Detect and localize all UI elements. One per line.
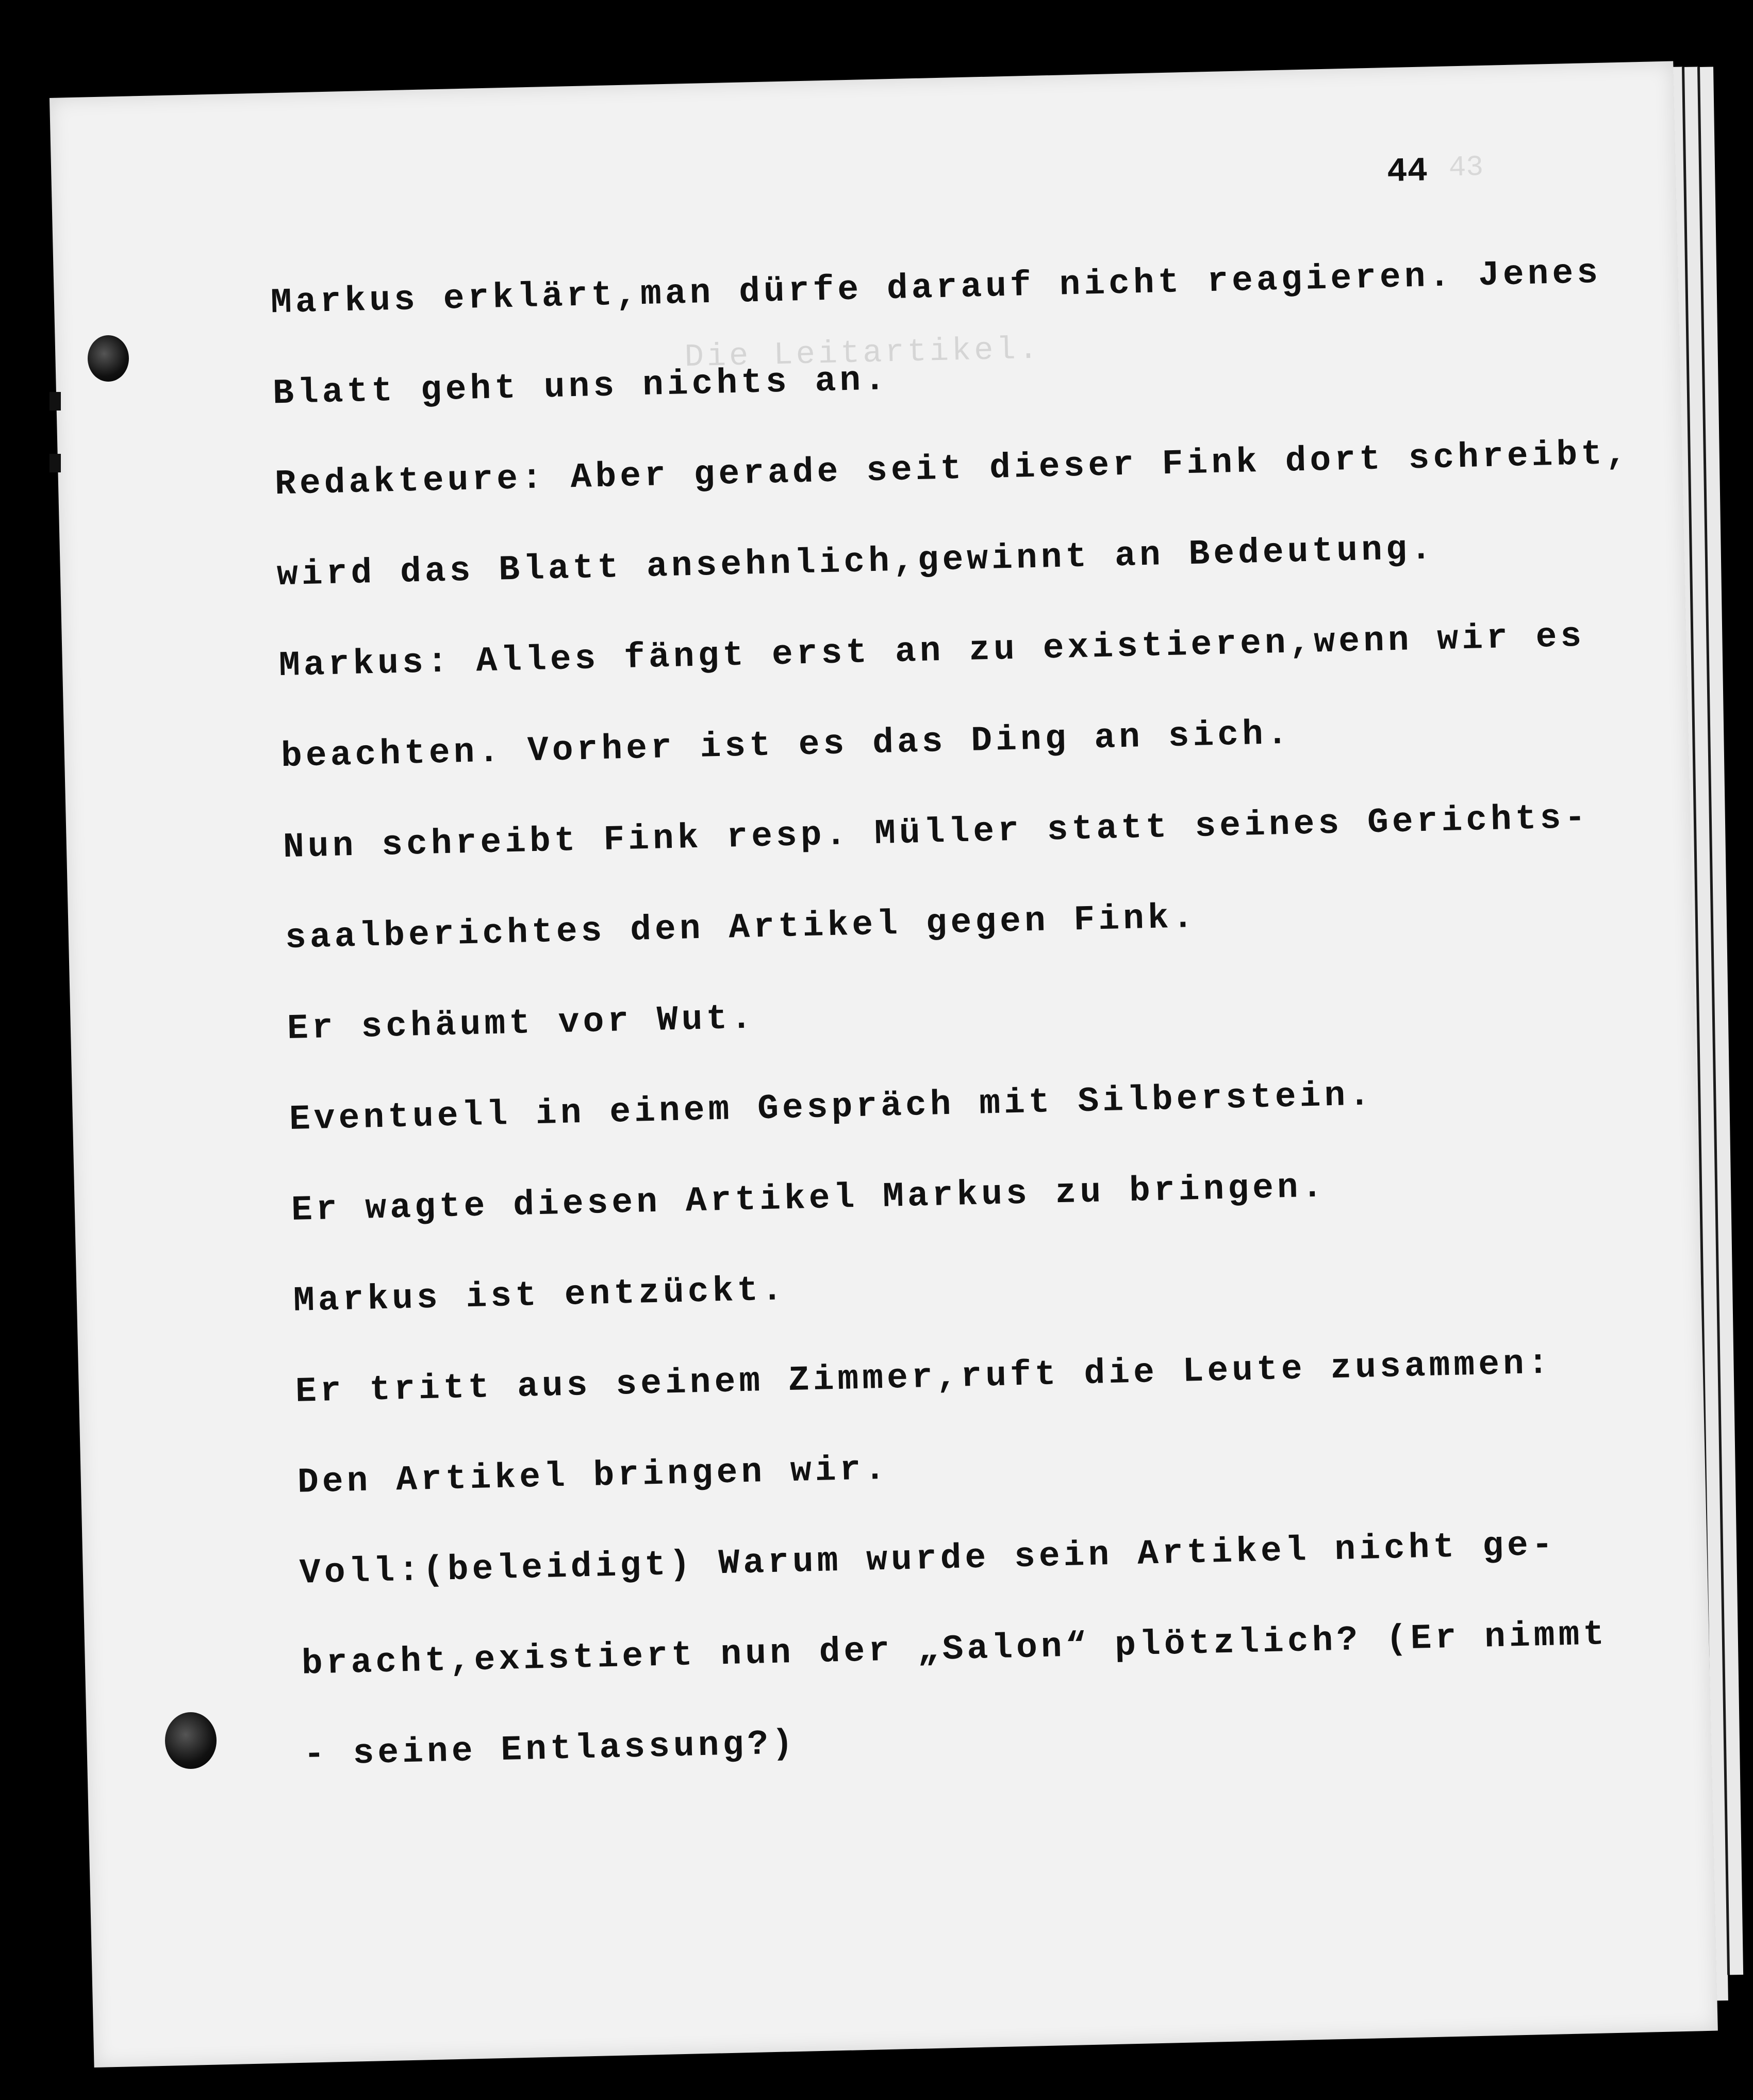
text-line: Nun schreibt Fink resp. Müller statt seines Gerichts- — [283, 798, 1590, 868]
edge-mark — [49, 454, 61, 472]
text-line: Den Artikel bringen wir. — [297, 1449, 889, 1503]
text-line: Markus erklärt,man dürfe darauf nicht reagieren. Jenes — [270, 253, 1602, 323]
typed-text-body — [270, 226, 1696, 1800]
text-line: wird das Blatt ansehnlich,gewinnt an Bedeutung. — [276, 529, 1436, 596]
text-line: Voll:(beleidigt) Warum wurde sein Artikel nicht ge- — [299, 1525, 1557, 1594]
text-line: Markus ist entzückt. — [293, 1270, 787, 1321]
text-line: - seine Entlassung?) — [303, 1724, 797, 1775]
faded-page-number: 43 — [1448, 150, 1484, 185]
typewritten-page — [49, 61, 1718, 2068]
text-line: Blatt geht uns nichts an. — [272, 360, 889, 414]
faded-show-through-text: Die Leitartikel. — [684, 331, 1041, 376]
text-line: Redakteure: Aber gerade seit dieser Fink dort schreibt, — [274, 434, 1631, 505]
text-line: beachten. Vorher ist es das Ding an sich. — [280, 714, 1292, 777]
text-line: Er wagte diesen Artikel Markus zu bringen. — [291, 1167, 1327, 1231]
text-line: Eventuell in einem Gespräch mit Silberstein. — [289, 1075, 1374, 1140]
edge-mark — [49, 392, 61, 411]
text-line: saalberichtes den Artikel gegen Fink. — [285, 897, 1198, 959]
text-line: Er schäumt vor Wut. — [287, 998, 756, 1049]
punch-hole — [88, 335, 129, 382]
text-line: Markus: Alles fängt erst an zu existieren,wenn wir es — [278, 616, 1586, 686]
page-number: 44 — [1386, 152, 1428, 192]
text-line: bracht,existiert nun der „Salon“ plötzlich? (Er nimmt — [301, 1615, 1609, 1684]
text-line: Er tritt aus seinem Zimmer,ruft die Leute zusammen: — [295, 1343, 1553, 1412]
punch-hole — [165, 1712, 217, 1769]
